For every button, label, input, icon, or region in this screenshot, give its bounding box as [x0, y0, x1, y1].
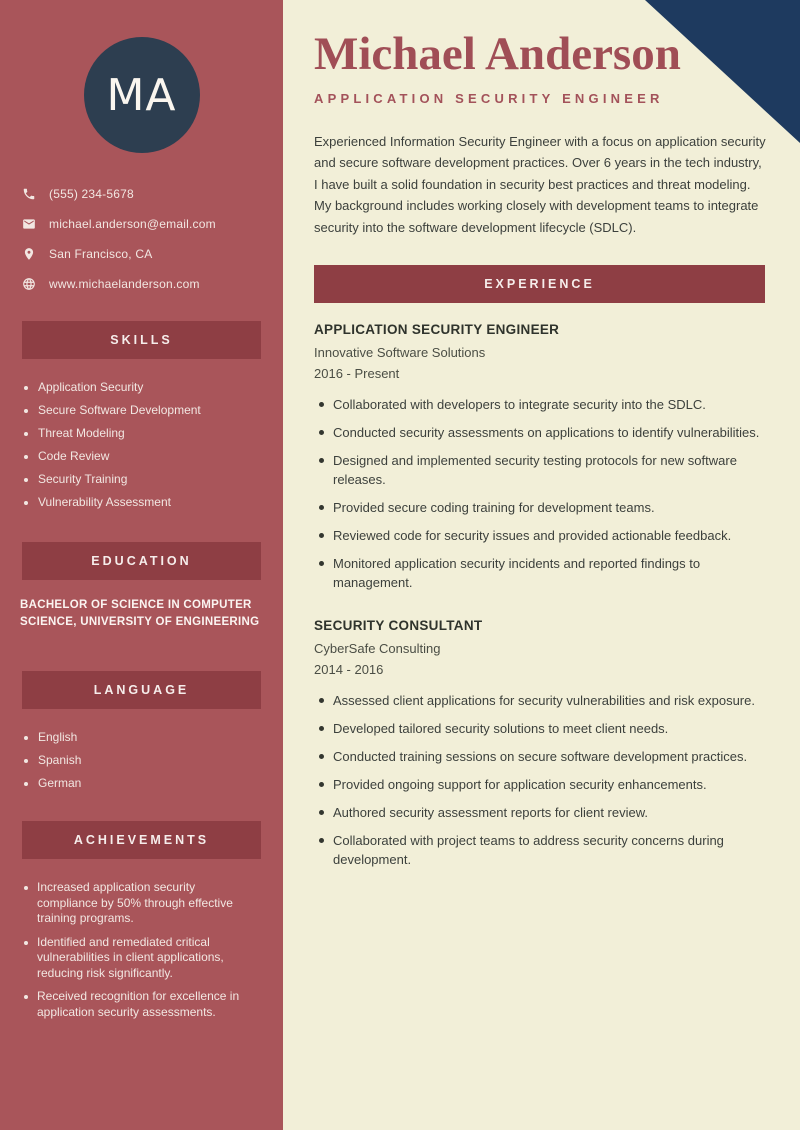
job-bullet: Reviewed code for security issues and provided actionable feedback.: [314, 526, 762, 545]
language-title: LANGUAGE: [93, 683, 190, 697]
job-company: CyberSafe Consulting: [314, 641, 441, 657]
achievement-item: Increased application security compliance by 50% through effective training programs.: [24, 880, 253, 927]
skill-item: Code Review: [24, 450, 259, 462]
job-title: APPLICATION SECURITY ENGINEER: [314, 322, 560, 338]
job-bullet: Authored security assessment reports for client review.: [314, 803, 762, 822]
job-bullet-list: [314, 691, 762, 869]
avatar: [84, 37, 200, 153]
contact-phone: [22, 187, 283, 201]
phone-icon: [22, 187, 36, 201]
experience-jobs: [314, 322, 768, 869]
contact-website-text: www.michaelanderson.com: [49, 277, 200, 291]
skills-section-header: [22, 321, 261, 359]
language-item: English: [24, 731, 259, 743]
job-bullet: Designed and implemented security testing protocols for new software releases.: [314, 451, 762, 489]
job-bullet: Conducted training sessions on secure software development practices.: [314, 747, 762, 766]
contact-phone-text: (555) 234-5678: [49, 187, 134, 201]
job-bullet: Conducted security assessments on applications to identify vulnerabilities.: [314, 423, 762, 442]
job-dates: 2016 - Present: [314, 366, 400, 382]
contact-email: [22, 217, 283, 231]
achievements-section-header: [22, 821, 261, 859]
language-list: [24, 731, 259, 789]
skill-item: Application Security: [24, 381, 259, 393]
skill-item: Secure Software Development: [24, 404, 259, 416]
language-item: Spanish: [24, 754, 259, 766]
language-item: German: [24, 777, 259, 789]
experience-title: EXPERIENCE: [484, 277, 595, 292]
job-bullet: Developed tailored security solutions to meet client needs.: [314, 719, 762, 738]
education-title: EDUCATION: [91, 554, 192, 568]
contact-section: [22, 187, 283, 291]
person-name: Michael Anderson: [314, 28, 681, 80]
language-section-header: [22, 671, 261, 709]
job-entry: [314, 322, 768, 592]
skills-title: SKILLS: [110, 333, 173, 347]
avatar-initials: MA: [106, 69, 177, 121]
globe-icon: [22, 277, 36, 291]
job-bullet: Monitored application security incidents and reported findings to management.: [314, 554, 762, 592]
profile-summary: Experienced Information Security Engineer with a focus on application security and secure software development practices. Over 6 years in the tech industry, I have built a solid foundation in security best practices and threat modeling. My background includes working closely with development teams to integrate security into the software development lifecycle (SDLC).: [314, 133, 766, 235]
skills-list: [24, 381, 259, 508]
skill-item: Threat Modeling: [24, 427, 259, 439]
contact-website: [22, 277, 283, 291]
location-icon: [22, 247, 36, 261]
job-dates: 2014 - 2016: [314, 662, 384, 678]
email-icon: [22, 217, 36, 231]
skill-item: Security Training: [24, 473, 259, 485]
resume-main: [283, 0, 800, 1130]
achievement-item: Received recognition for excellence in application security assessments.: [24, 989, 253, 1020]
skill-item: Vulnerability Assessment: [24, 496, 259, 508]
contact-location: [22, 247, 283, 261]
job-title: SECURITY CONSULTANT: [314, 618, 483, 634]
person-role: APPLICATION SECURITY ENGINEER: [314, 90, 664, 106]
achievements-title: ACHIEVEMENTS: [73, 833, 210, 847]
job-entry: [314, 618, 768, 869]
contact-location-text: San Francisco, CA: [49, 247, 153, 261]
sidebar: [0, 0, 283, 1130]
contact-email-text: michael.anderson@email.com: [49, 217, 216, 231]
job-bullet: Collaborated with developers to integrate security into the SDLC.: [314, 395, 762, 414]
experience-section-header: [314, 265, 765, 303]
job-bullet-list: [314, 395, 762, 592]
education-text: BACHELOR OF SCIENCE IN COMPUTER SCIENCE, UNIVERSITY OF ENGINEERING: [20, 599, 260, 628]
job-bullet: Collaborated with project teams to address security concerns during development.: [314, 831, 762, 869]
achievement-item: Identified and remediated critical vulnerabilities in client applications, reducing risk significantly.: [24, 935, 253, 982]
job-company: Innovative Software Solutions: [314, 345, 486, 361]
achievements-list: [24, 880, 253, 1020]
education-section-header: [22, 542, 261, 580]
job-bullet: Provided secure coding training for development teams.: [314, 498, 762, 517]
job-bullet: Assessed client applications for security vulnerabilities and risk exposure.: [314, 691, 762, 710]
job-bullet: Provided ongoing support for application security enhancements.: [314, 775, 762, 794]
